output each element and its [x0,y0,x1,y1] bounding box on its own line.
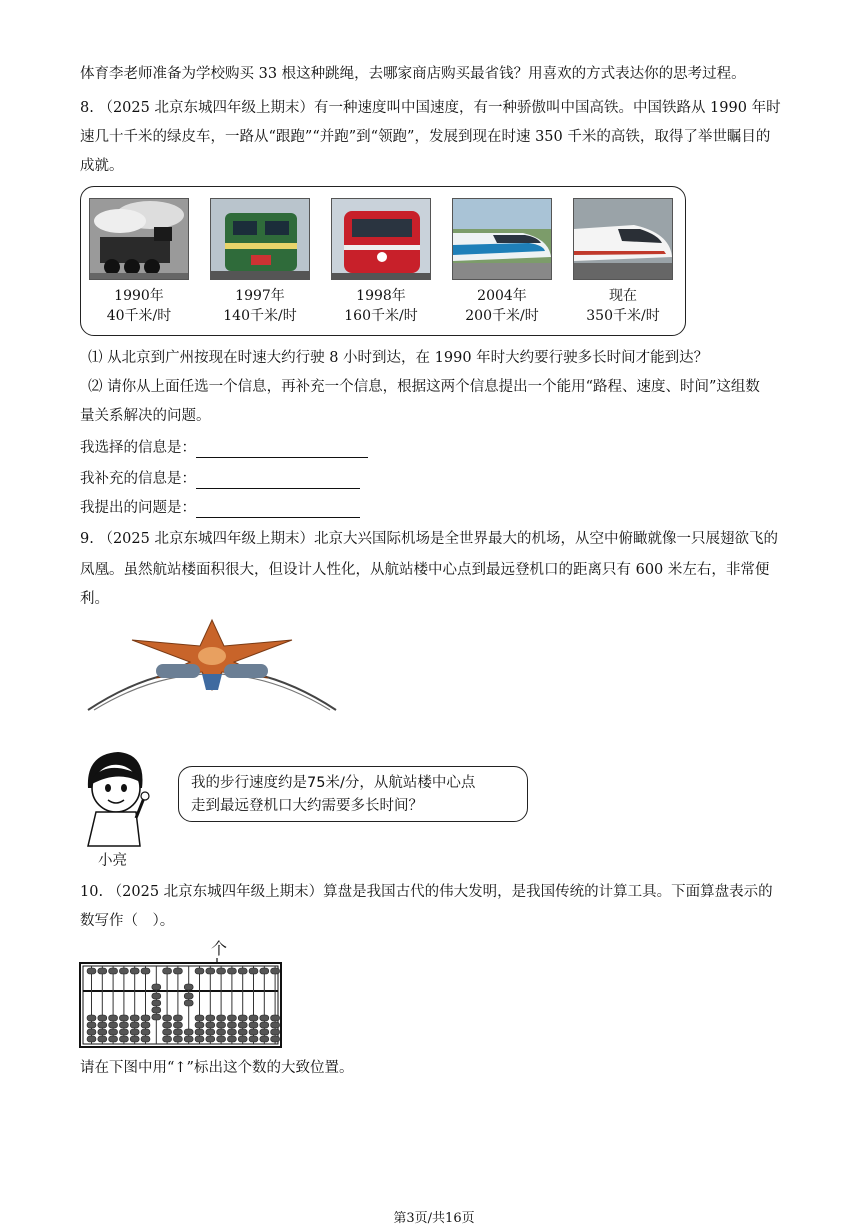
abacus-bead [141,1022,150,1028]
fill-choose [80,438,368,458]
abacus-bead [119,968,128,974]
abacus-bead [152,1000,161,1006]
abacus-bead [163,1029,172,1035]
abacus-bead [238,1022,247,1028]
abacus-bead [173,1015,182,1021]
abacus-bead [260,1036,269,1042]
train-1998 [331,198,431,326]
abacus-bead [141,1015,150,1021]
q10-text-2: 数写作（ ）。 [80,913,175,929]
abacus-bead [206,1029,215,1035]
abacus-bead [173,1022,182,1028]
abacus-bead [271,1029,280,1035]
abacus-bead [249,1022,258,1028]
abacus-bead [141,1036,150,1042]
abacus-bead [152,1014,161,1020]
abacus-bead [98,1015,107,1021]
abacus-bead [184,1036,193,1042]
abacus-bead [119,1029,128,1035]
abacus-bead [173,968,182,974]
abacus-bead [141,968,150,974]
abacus-bead [217,1015,226,1021]
train-year: 2004年 [477,288,527,304]
fill-label: 我选择的信息是： [80,440,196,456]
abacus-bead [195,1022,204,1028]
abacus-bead [141,1029,150,1035]
boy-name: 小亮 [98,853,127,869]
abacus-bead [130,1015,139,1021]
abacus-bead [184,1029,193,1035]
abacus-bead [184,993,193,999]
abacus-bead [238,1036,247,1042]
red-train-image [331,198,431,280]
abacus-bead [109,1022,118,1028]
abacus-unit-label: 个 [211,939,228,958]
abacus-bead [184,984,193,990]
abacus-bead [206,968,215,974]
q9-text-1: 9. （2025 北京东城四年级上期末）北京大兴国际机场是全世界最大的机场，从空中俯瞰就像一只展翅欲飞的 [80,531,778,547]
abacus-bead [249,968,258,974]
abacus-bead [98,1036,107,1042]
abacus-bead [163,1022,172,1028]
train-panel [80,186,686,336]
speech-bubble [178,766,528,822]
train-speed: 160千米/时 [344,308,418,324]
train-speed: 200千米/时 [465,308,539,324]
abacus-bead [173,1029,182,1035]
abacus-bead [109,1036,118,1042]
train-year: 现在 [609,288,637,304]
train-speed: 140千米/时 [223,308,297,324]
bubble-line: 我的步行速度约是75米/分，从航站楼中心点 [191,775,476,791]
abacus-bead [130,968,139,974]
abacus-bead [260,1022,269,1028]
abacus-bead [109,1015,118,1021]
abacus-bead [119,1022,128,1028]
abacus-bead [206,1036,215,1042]
q9-text-3: 利。 [80,591,109,607]
q8-text-1: 8. （2025 北京东城四年级上期末）有一种速度叫中国速度，有一种骄傲叫中国高铁。中国铁路从 1990 年时 [80,100,781,116]
abacus-bead [163,1015,172,1021]
abacus-bead [206,1022,215,1028]
q8-text-3: 成就。 [80,158,124,174]
abacus-bead [130,1029,139,1035]
abacus-bead [98,1029,107,1035]
fuxing-train-image [573,198,673,280]
abacus-bead [271,1015,280,1021]
abacus-bead [195,1015,204,1021]
abacus-bead [87,968,96,974]
train-year: 1990年 [114,288,164,304]
bubble-line: 走到最远登机口大约需要多长时间？ [191,798,423,814]
abacus-bead [217,1022,226,1028]
fill-label: 我补充的信息是： [80,471,196,487]
airport-illustration [86,618,338,714]
abacus-bead [260,968,269,974]
crh-train-image [452,198,552,280]
line-intro: 体育李老师准备为学校购买 33 根这种跳绳，去哪家商店购买最省钱？用喜欢的方式表达你的思考过程。 [80,66,746,82]
abacus-bead [238,968,247,974]
train-1990 [89,198,189,326]
abacus-bead [260,1029,269,1035]
abacus-bead [195,968,204,974]
abacus-bead [238,1015,247,1021]
abacus-bead [238,1029,247,1035]
abacus-bead [87,1015,96,1021]
abacus-bead [227,1029,236,1035]
abacus-bead [249,1029,258,1035]
train-speed: 40千米/时 [106,308,172,324]
answer-blank[interactable] [196,501,360,518]
steam-train-image [89,198,189,280]
abacus-bead [109,1029,118,1035]
boy-xiaoliang-icon [78,748,154,848]
fill-label: 我提出的问题是： [80,500,196,516]
answer-blank[interactable] [196,441,368,458]
train-year: 1998年 [356,288,406,304]
abacus-bead [98,968,107,974]
abacus-bead [217,968,226,974]
answer-blank[interactable] [196,472,360,489]
abacus-bead [195,1036,204,1042]
fill-question [80,498,360,518]
abacus [79,962,282,1048]
abacus-bead [271,1036,280,1042]
abacus-bead [227,968,236,974]
abacus-bead [249,1015,258,1021]
abacus-bead [152,993,161,999]
q10-text-3: 请在下图中用“↑”标出这个数的大致位置。 [80,1060,354,1076]
abacus-bead [184,1000,193,1006]
green-train-image [210,198,310,280]
abacus-bead [249,1036,258,1042]
q10-text-1: 10. （2025 北京东城四年级上期末）算盘是我国古代的伟大发明，是我国传统的计算工具。下面算盘表示的 [80,884,773,900]
abacus-bead [206,1015,215,1021]
abacus-bead [227,1015,236,1021]
abacus-bead [87,1029,96,1035]
abacus-bead [130,1022,139,1028]
abacus-bead [119,1036,128,1042]
abacus-bead [163,1036,172,1042]
abacus-bead [163,968,172,974]
abacus-bead [217,1029,226,1035]
page-footer: 第3页/共16页 [393,1211,475,1226]
abacus-bead [109,968,118,974]
fill-supplement [80,469,360,489]
abacus-bead [119,1015,128,1021]
q8-sub-1: ⑴ 从北京到广州按现在时速大约行驶 8 小时到达，在 1990 年时大约要行驶多长时间才能到达？ [88,350,709,366]
train-speed: 350千米/时 [586,308,660,324]
q8-text-2: 速几十千米的绿皮车，一路从“跟跑”“并跑”到“领跑”，发展到现在时速 350 千米的高铁，取得了举世瞩目的 [80,129,771,145]
abacus-bead [195,1029,204,1035]
q9-text-2: 凤凰。虽然航站楼面积很大，但设计人性化，从航站楼中心点到最远登机口的距离只有 600 米左右，非常便 [80,562,770,578]
train-2004 [452,198,552,326]
abacus-bead [87,1022,96,1028]
abacus-bead [271,968,280,974]
abacus-bead [260,1015,269,1021]
abacus-bead [152,1007,161,1013]
abacus-bead [98,1022,107,1028]
abacus-bead [87,1036,96,1042]
abacus-bead [217,1036,226,1042]
train-year: 1997年 [235,288,285,304]
q8-sub-2-cont: 量关系解决的问题。 [80,408,211,424]
abacus-bead [130,1036,139,1042]
train-now [573,198,673,326]
abacus-bead [173,1036,182,1042]
abacus-bead [271,1022,280,1028]
train-1997 [210,198,310,326]
abacus-bead [152,984,161,990]
abacus-bead [227,1022,236,1028]
q8-sub-2: ⑵ 请你从上面任选一个信息，再补充一个信息，根据这两个信息提出一个能用“路程、速度、时间”这组数 [88,379,760,395]
abacus-bead [227,1036,236,1042]
